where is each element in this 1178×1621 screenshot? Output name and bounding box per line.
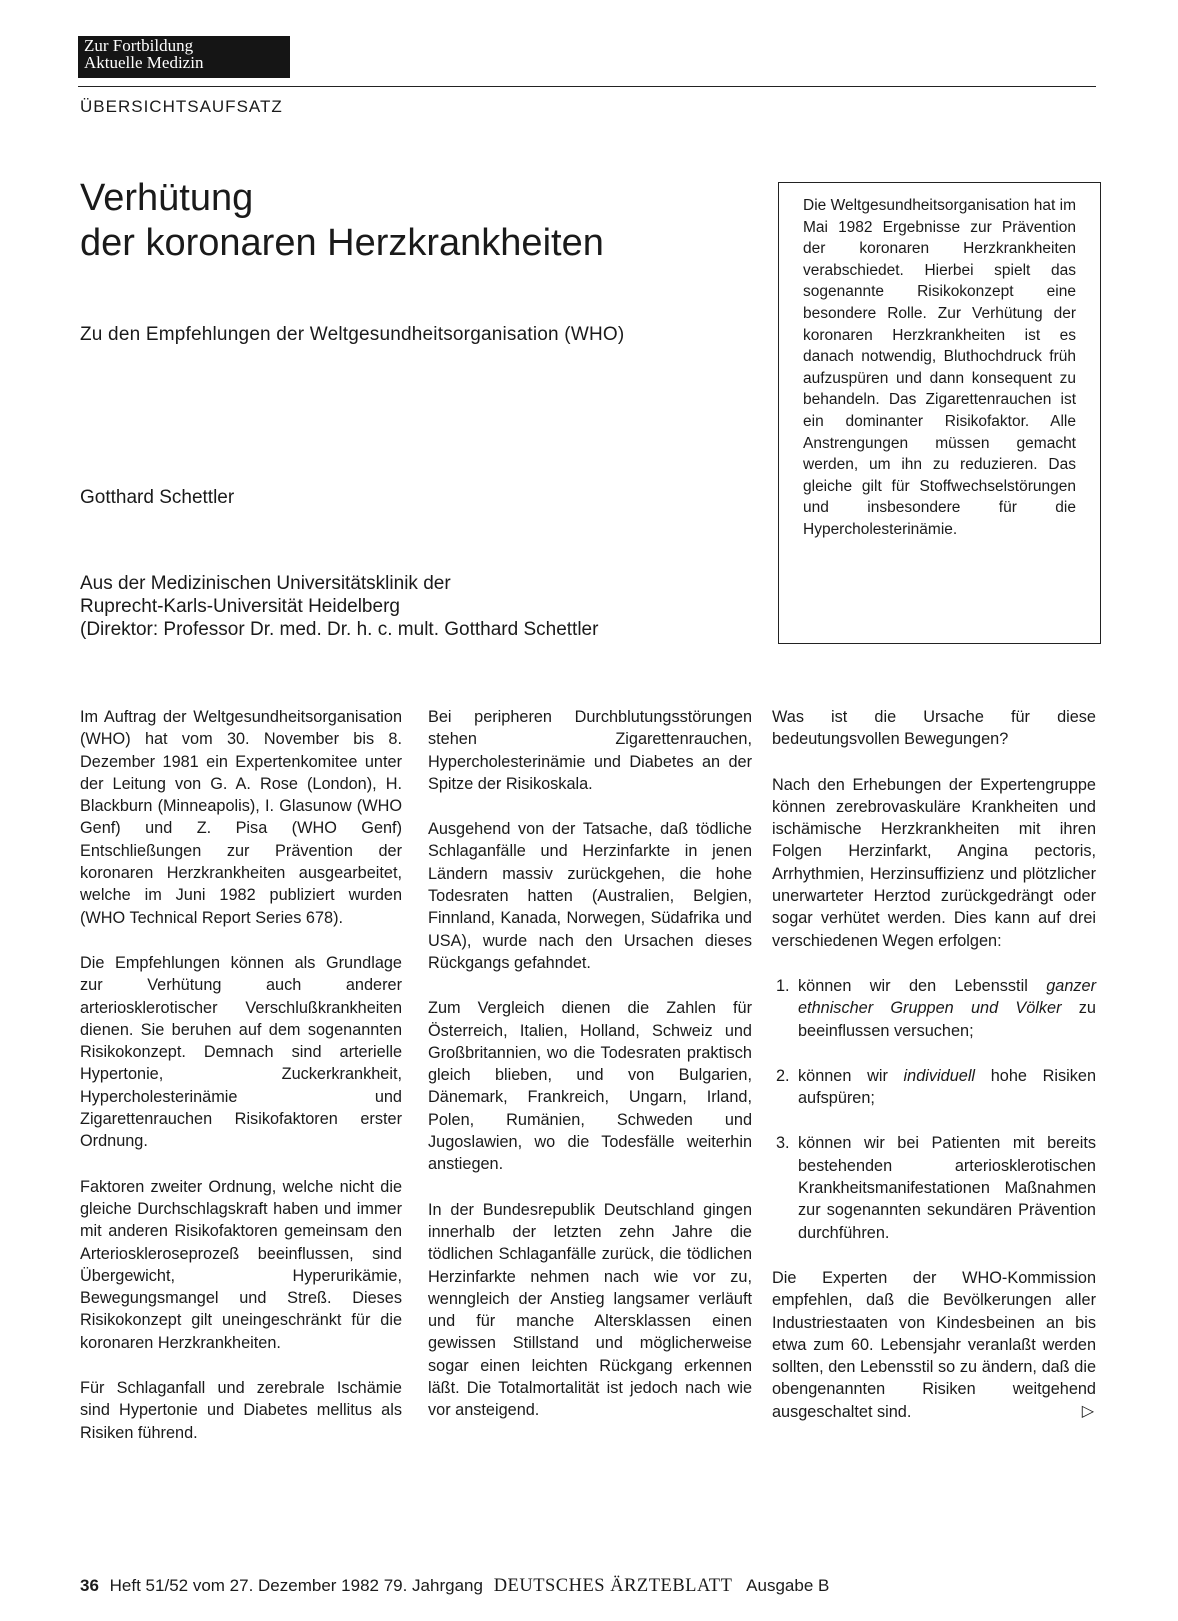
paragraph: Bei peripheren Durchblutungsstörungen stehen Zigarettenrauchen, Hypercholesterinämie und Diabetes an der Spitze der Risikoskala. bbox=[428, 708, 752, 793]
list-item bbox=[772, 1132, 1096, 1243]
affiliation-line-2: Ruprecht-Karls-Universität Heidelberg bbox=[80, 596, 400, 617]
list-text bbox=[798, 1132, 1096, 1243]
list-text-plain: hohe Risiken aufspüren; bbox=[798, 1066, 1096, 1108]
page-footer bbox=[80, 1576, 829, 1597]
author-name: Gotthard Schettler bbox=[80, 487, 235, 508]
paragraph: Nach den Erhebungen der Expertengruppe können zerebrovaskuläre Krankheiten und ischämische Herzkrankheiten mit ihren Folgen Herzinfarkt, Angina pectoris, Arrhythmien, Herzinsuffizienz und plötzlicher unerwarteter Herztod zurückgedrängt oder sogar verhütet werden. Dies kann auf drei verschiedenen Wegen erfolgen: bbox=[772, 775, 1096, 950]
page-number: 36 bbox=[80, 1576, 99, 1595]
paragraph: Ausgehend von der Tatsache, daß tödliche Schlaganfälle und Herzinfarkte in jenen Ländern massiv zurückgehen, die hohe Todesraten hatten (Australien, Belgien, Finnland, Kanada, Norwegen, Südafrika und USA), wurde nach den Ursachen dieses Rückgangs gefahndet. bbox=[428, 820, 752, 972]
list-text-emphasis: ganzer ethnischer Gruppen und Völker bbox=[798, 976, 1096, 1018]
list-text-plain: können wir bbox=[798, 1066, 904, 1085]
title-line-2: der koronaren Herzkrankheiten bbox=[80, 222, 604, 264]
paragraph: Die Empfehlungen können als Grundlage zur Verhütung auch anderer arteriosklerotischer Verschlußkrankheiten dienen. Sie beruhen auf dem sogenannten Risikokonzept. Demnach sind arterielle Hypertonie, Zuckerkrankheit, Hypercholesterinämie und Zigarettenrauchen Risikofaktoren erster Ordnung. bbox=[80, 953, 402, 1151]
body-column-1 bbox=[80, 706, 402, 1467]
list-text bbox=[798, 975, 1096, 1042]
badge-line-2: Aktuelle Medizin bbox=[84, 53, 204, 72]
list-text bbox=[798, 1065, 1096, 1110]
paragraph: Was ist die Ursache für diese bedeutungsvollen Bewegungen? bbox=[772, 708, 1096, 749]
edition: Ausgabe B bbox=[746, 1576, 830, 1595]
abstract-box bbox=[778, 182, 1101, 644]
affiliation-line-1: Aus der Medizinischen Universitätsklinik der bbox=[80, 573, 451, 594]
author-affiliation bbox=[80, 572, 598, 641]
article-title bbox=[80, 176, 604, 266]
list-text-plain: können wir den Lebensstil bbox=[798, 976, 1047, 995]
abstract-text: Die Weltgesundheitsorganisation hat im Mai 1982 Ergebnisse zur Prävention der koronaren Herzkrankheiten verabschiedet. Hierbei spielt das sogenannte Risikokonzept eine besondere Rolle. Zur Verhütung der koronaren Herzkrankheiten ist es danach notwendig, Bluthochdruck früh aufzuspüren und dann konsequent zu behandeln. Das Zigarettenrauchen ist ein dominanter Risikofaktor. Alle Anstrengungen müssen gemacht werden, um ihn zu reduzieren. Das gleiche gilt für Stoffwechselstörungen und insbesondere für die Hypercholesterinämie. bbox=[803, 197, 1076, 538]
section-badge bbox=[78, 36, 290, 78]
body-column-3 bbox=[772, 706, 1096, 1446]
list-number: 1. bbox=[776, 976, 790, 995]
paragraph bbox=[772, 1267, 1096, 1423]
list-text-plain: zu beeinflussen versuchen; bbox=[798, 999, 1096, 1040]
list-number: 3. bbox=[776, 1134, 790, 1153]
list-text-plain: können wir bei Patienten mit bereits bestehenden arteriosklerotischen Krankheitsmanifestationen Maßnahmen zur sogenannten sekundären Prävention durchführen. bbox=[798, 1134, 1096, 1242]
affiliation-line-3: (Direktor: Professor Dr. med. Dr. h. c. mult. Gotthard Schettler bbox=[80, 619, 599, 640]
header-rule bbox=[78, 86, 1096, 87]
list-item bbox=[772, 1065, 1096, 1110]
body-column-2 bbox=[428, 706, 752, 1445]
paragraph: Für Schlaganfall und zerebrale Ischämie sind Hypertonie und Diabetes mellitus als Risiken führend. bbox=[80, 1379, 402, 1442]
title-line-1: Verhütung bbox=[80, 177, 254, 219]
list-text-emphasis: individuell bbox=[903, 1066, 976, 1085]
list-number: 2. bbox=[776, 1066, 790, 1085]
paragraph: In der Bundesrepublik Deutschland gingen innerhalb der letzten zehn Jahre die tödlichen Schlaganfälle zurück, die tödlichen Herzinfarkte nehmen nach wie vor zu, wenngleich der Anstieg langsamer verläuft und für manche Altersklassen einen gewissen Stillstand und möglicherweise sogar einen leichten Rückgang erkennen läßt. Die Totalmortalität ist jedoch nach wie vor ansteigend. bbox=[428, 1200, 752, 1420]
journal-name: DEUTSCHES ÄRZTEBLATT bbox=[493, 1576, 733, 1596]
paragraph: Im Auftrag der Weltgesundheitsorganisation (WHO) hat vom 30. November bis 8. Dezember 1981 ein Expertenkomitee unter der Leitung von G. A. Rose (London), H. Blackburn (Minneapolis), I. Glasunow (WHO Genf) und Z. Pisa (WHO Genf) Entschließungen zur Prävention der koronaren Herzkrankheiten ausgearbeitet, welche im Juni 1982 publiziert wurden (WHO Technical Report Series 678). bbox=[80, 708, 402, 927]
issue-info: Heft 51/52 vom 27. Dezember 1982 79. Jahrgang bbox=[109, 1576, 483, 1595]
badge-line-1: Zur Fortbildung bbox=[84, 36, 194, 55]
list-item bbox=[772, 975, 1096, 1042]
section-label: ÜBERSICHTSAUFSATZ bbox=[80, 97, 283, 116]
continue-arrow-icon: ▷ bbox=[1081, 1402, 1094, 1420]
paragraph-text: Die Experten der WHO-Kommission empfehlen, daß die Bevölkerungen aller Industriestaaten von Kindesbeinen an bis etwa zum 60. Lebensjahr veranlaßt werden sollten, den Lebensstil so zu ändern, daß die obengenannten Risiken weitgehend ausgeschaltet sind. bbox=[772, 1268, 1096, 1421]
paragraph: Faktoren zweiter Ordnung, welche nicht die gleiche Durchschlagskraft haben und immer mit anderen Risikofaktoren gemeinsam den Arterioskleroseprozeß beeinflussen, sind Übergewicht, Hyperurikämie, Bewegungsmangel und Streß. Dieses Risikokonzept gilt uneingeschränkt für die koronaren Herzkrankheiten. bbox=[80, 1177, 402, 1352]
article-subtitle: Zu den Empfehlungen der Weltgesundheitsorganisation (WHO) bbox=[80, 324, 625, 345]
paragraph: Zum Vergleich dienen die Zahlen für Österreich, Italien, Holland, Schweiz und Großbritannien, wo die Todesraten praktisch gleich blieben, und von Bulgarien, Dänemark, Frankreich, Ungarn, Irland, Polen, Rumänien, Schweden und Jugoslawien, wo die Todesfälle weiterhin anstiegen. bbox=[428, 999, 752, 1174]
numbered-list bbox=[772, 975, 1096, 1244]
